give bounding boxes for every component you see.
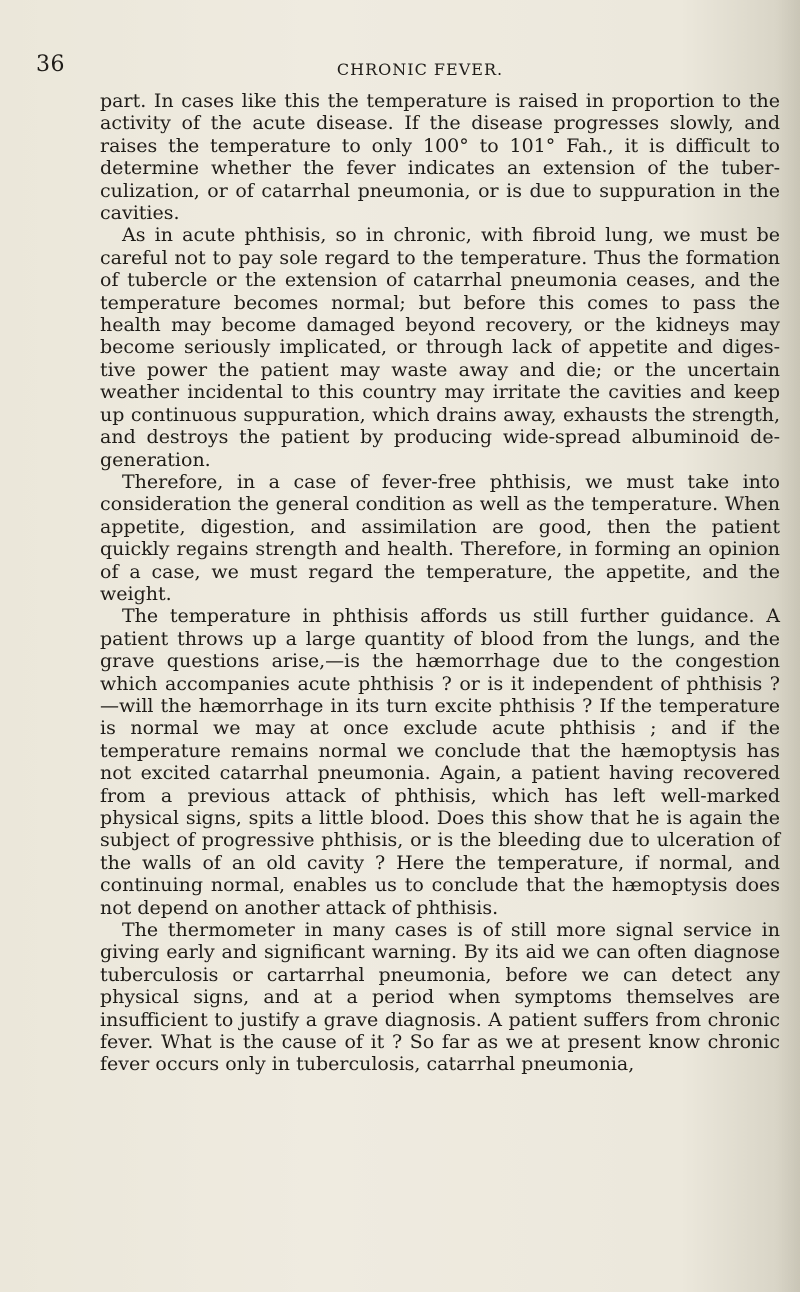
- paragraph: Therefore, in a case of fever-free phthisis, we must take into consideration the general condition as well as the temperature. When appetite, digestion, and assimilation are good, then the patient quickly regains strength and health. Therefore, in forming an opinion of a case, we must regard the temperature, the appetite, and the weight.: [100, 470, 780, 605]
- paragraph: The temperature in phthisis affords us still further guidance. A patient throws up a large quantity of blood from the lungs, and the grave questions arise,—is the hæmorrhage due to the congestion which accompanies acute phthisis ? or is it independent of phthisis ? —will the hæmorrhage in its turn excite phthisis ? If the temperature is normal we may at once exclude acute phthisis ; and if the temperature remains normal we conclude that the hæmoptysis has not excited catarrhal pneumonia. Again, a patient having recovered from a previous attack of phthisis, which has left well-marked physical signs, spits a little blood. Does this show that he is again the subject of progressive phthisis, or is the bleeding due to ulceration of the walls of an old cavity ? Here the temperature, if normal, and continuing normal, enables us to conclude that the hæmoptysis does not depend on another attack of phthisis.: [100, 605, 780, 919]
- body-text: [100, 90, 780, 1076]
- page-number: 36: [36, 52, 65, 77]
- running-head: CHRONIC FEVER.: [336, 60, 504, 79]
- paragraph: part. In cases like this the temperature is raised in proportion to the activity of the acute disease. If the disease progresses slowly, and raises the temperature to only 100° to 101° Fah., it is difficult to determine whether the fever indicates an extension of the tuberculization, or of catarrhal pneumonia, or is due to suppuration in the cavities.: [100, 90, 780, 225]
- paragraph: The thermometer in many cases is of still more signal service in giving early and significant warning. By its aid we can often diagnose tuberculosis or cartarrhal pneumonia, before we can detect any physical signs, and at a period when symptoms themselves are insufficient to justify a grave diagnosis. A patient suffers from chronic fever. What is the cause of it ? So far as we at present know chronic fever occurs only in tuberculosis, catarrhal pneumonia,: [100, 919, 780, 1076]
- paragraph: As in acute phthisis, so in chronic, with fibroid lung, we must be careful not to pay sole regard to the temperature. Thus the formation of tubercle or the extension of catarrhal pneumonia ceases, and the temperature becomes normal; but before this comes to pass the health may become damaged beyond recovery, or the kidneys may become seriously implicated, or through lack of appetite and digestive power the patient may waste away and die; or the uncertain weather incidental to this country may irritate the cavities and keep up continuous suppuration, which drains away, exhausts the strength, and destroys the patient by producing wide-spread albuminoid degeneration.: [100, 224, 780, 471]
